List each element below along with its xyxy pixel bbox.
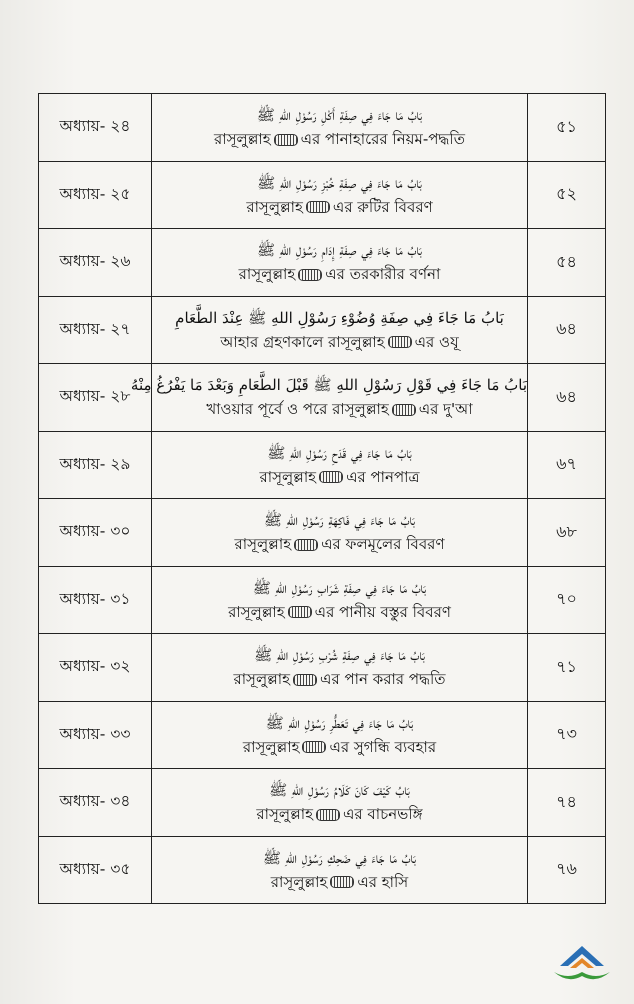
bengali-title (152, 262, 527, 286)
chapter-number: অধ্যায়- ৩৫ (39, 836, 152, 904)
table-row (39, 94, 606, 162)
chapter-title (152, 566, 528, 634)
bengali-title (152, 802, 527, 826)
chapter-number: অধ্যায়- ২৯ (39, 431, 152, 499)
chapter-title (152, 94, 528, 162)
page-number: ৫১ (528, 94, 606, 162)
bengali-title-end: এর ওযূ (414, 332, 459, 351)
salutation-icon (392, 404, 416, 416)
arabic-title: بَابُ مَا جَاءَ فِي صِفَةِ إِدَامِ رَسُوْلِ اللهِ ﷺ (256, 241, 422, 260)
chapter-number: অধ্যায়- ২৪ (39, 94, 152, 162)
chapter-title (152, 229, 528, 297)
bengali-title-end: এর তরকারীর বর্ণনা (325, 265, 441, 284)
bengali-title (152, 600, 527, 624)
bengali-title-end: এর ফলমূলের বিবরণ (321, 535, 445, 554)
bengali-title (152, 465, 527, 489)
bengali-title (152, 532, 527, 556)
bengali-title-start: রাসূলুল্লাহ (234, 535, 292, 554)
page-number: ৭১ (528, 634, 606, 702)
table-row (39, 634, 606, 702)
salutation-icon (293, 674, 317, 686)
bengali-title-end: এর পান করার পদ্ধতি (320, 670, 446, 689)
bengali-title-start: রাসূলুল্লাহ (214, 130, 271, 149)
bengali-title-start: রাসূলুল্লাহ (259, 467, 317, 486)
chapter-number: অধ্যায়- ৩১ (39, 566, 152, 634)
chapter-title (152, 499, 528, 567)
bengali-title (152, 870, 527, 894)
chapter-title (130, 364, 528, 432)
bengali-title-start: রাসূলুল্লাহ (270, 872, 328, 891)
arabic-title: بَابُ مَا جَاءَ فِي صِفَةِ وُضُوْءِ رَسُوْلِ اللهِ ﷺ عِنْدَ الطَّعَامِ (175, 308, 504, 327)
arabic-title: بَابُ مَا جَاءَ فِي قَوْلِ رَسُوْلِ اللهِ ﷺ قَبْلَ الطَّعَامِ وَبَعْدَ مَا يَفْرُغُ مِنْهُ (130, 376, 527, 395)
table-row (39, 836, 606, 904)
page-number: ৬৪ (528, 296, 606, 364)
table-row (39, 566, 606, 634)
bengali-title-end: এর হাসি (357, 872, 409, 891)
salutation-icon (294, 539, 318, 551)
page-number: ৭৩ (528, 701, 606, 769)
table-row (39, 229, 606, 297)
chapter-title (152, 769, 528, 837)
salutation-icon (319, 471, 343, 483)
chapter-title (152, 161, 528, 229)
chapter-title (152, 431, 528, 499)
salutation-icon (288, 606, 312, 618)
bengali-title-end: এর দু'আ (418, 400, 473, 419)
bengali-title-end: এর পানীয় বস্তুর বিবরণ (314, 602, 451, 621)
bengali-title-end: এর পানপাত্র (346, 467, 420, 486)
bengali-title-start: খাওয়ার পূর্বে ও পরে রাসূলুল্লাহ (206, 400, 389, 419)
page-number: ৭০ (528, 566, 606, 634)
bengali-title (152, 195, 527, 219)
bengali-title (152, 397, 527, 421)
bengali-title (152, 735, 527, 759)
chapter-title (152, 296, 528, 364)
arabic-title: بَابُ مَا جَاءَ فِي صِفَةِ خُبْزِ رَسُوْلِ اللهِ ﷺ (257, 173, 422, 192)
table-row (39, 296, 606, 364)
page-number: ৭৪ (528, 769, 606, 837)
salutation-icon (298, 269, 322, 281)
page-number: ৫৪ (528, 229, 606, 297)
chapter-number: অধ্যায়- ২৫ (39, 161, 152, 229)
salutation-icon (316, 809, 340, 821)
page-number: ৬৭ (528, 431, 606, 499)
arabic-title: بَابُ مَا جَاءَ فِي تَعَطُّرِ رَسُوْلِ اللهِ ﷺ (265, 713, 414, 732)
arabic-title: بَابُ مَا جَاءَ فِي ضَحِكِ رَسُوْلِ اللهِ ﷺ (262, 848, 417, 867)
arabic-title: بَابُ مَا جَاءَ فِي صِفَةِ شَرَابِ رَسُوْلِ اللهِ ﷺ (252, 578, 427, 597)
table-row (39, 161, 606, 229)
bengali-title-start: আহার গ্রহণকালে রাসূলুল্লাহ (220, 332, 385, 351)
arabic-title: بَابُ مَا جَاءَ فِي صِفَةِ شُرْبِ رَسُوْلِ اللهِ ﷺ (254, 646, 425, 665)
arabic-title: بَابُ مَا جَاءَ فِي صِفَةِ أَكْلِ رَسُوْلِ اللهِ ﷺ (256, 106, 423, 125)
chapter-number: অধ্যায়- ২৭ (39, 296, 152, 364)
bengali-title-start: রাসূলুল্লাহ (238, 265, 296, 284)
page-number: ৫২ (528, 161, 606, 229)
bengali-title-start: রাসূলুল্লাহ (228, 602, 285, 621)
table-row (39, 499, 606, 567)
table-row (39, 769, 606, 837)
toc-body (39, 94, 606, 904)
bengali-title-end: এর বাচনভঙ্গি (343, 805, 423, 824)
chapter-number: অধ্যায়- ২৮ (39, 364, 152, 432)
arabic-title: بَابُ مَا جَاءَ فِي قَدَحِ رَسُوْلِ اللهِ ﷺ (267, 443, 412, 462)
table-row (39, 364, 606, 432)
bengali-title-start: রাসূলুল্লাহ (242, 737, 300, 756)
bengali-title (152, 667, 527, 691)
chapter-number: অধ্যায়- ৩৪ (39, 769, 152, 837)
salutation-icon (274, 134, 298, 146)
arabic-title: بَابُ مَا جَاءَ فِي فَاكِهَةِ رَسُوْلِ اللهِ ﷺ (263, 511, 416, 530)
bengali-title-end: এর রুটির বিবরণ (332, 197, 433, 216)
page-number: ৭৬ (528, 836, 606, 904)
table-of-contents (38, 93, 606, 904)
chapter-number: অধ্যায়- ৩০ (39, 499, 152, 567)
bengali-title-end: এর পানাহারের নিয়ম-পদ্ধতি (300, 130, 465, 149)
table-row (39, 701, 606, 769)
bengali-title-start: রাসূলুল্লাহ (246, 197, 303, 216)
chapter-title (152, 634, 528, 702)
salutation-icon (306, 201, 330, 213)
bengali-title-start: রাসূলুল্লাহ (233, 670, 291, 689)
bengali-title (152, 330, 527, 354)
bengali-title-start: রাসূলুল্লাহ (256, 805, 313, 824)
arabic-title: بَابُ كَيْفَ كَانَ كَلَامُ رَسُوْلِ اللهِ ﷺ (269, 781, 410, 800)
chapter-number: অধ্যায়- ৩২ (39, 634, 152, 702)
salutation-icon (330, 876, 354, 888)
chapter-title (152, 701, 528, 769)
chapter-title (152, 836, 528, 904)
chapter-number: অধ্যায়- ৩৩ (39, 701, 152, 769)
page-number: ৬৪ (528, 364, 606, 432)
publisher-logo-icon (550, 944, 614, 986)
bengali-title-end: এর সুগন্ধি ব্যবহার (329, 737, 437, 756)
chapter-number: অধ্যায়- ২৬ (39, 229, 152, 297)
page-number: ৬৮ (528, 499, 606, 567)
salutation-icon (302, 741, 326, 753)
table-row (39, 431, 606, 499)
salutation-icon (388, 336, 412, 348)
bengali-title (152, 127, 527, 151)
